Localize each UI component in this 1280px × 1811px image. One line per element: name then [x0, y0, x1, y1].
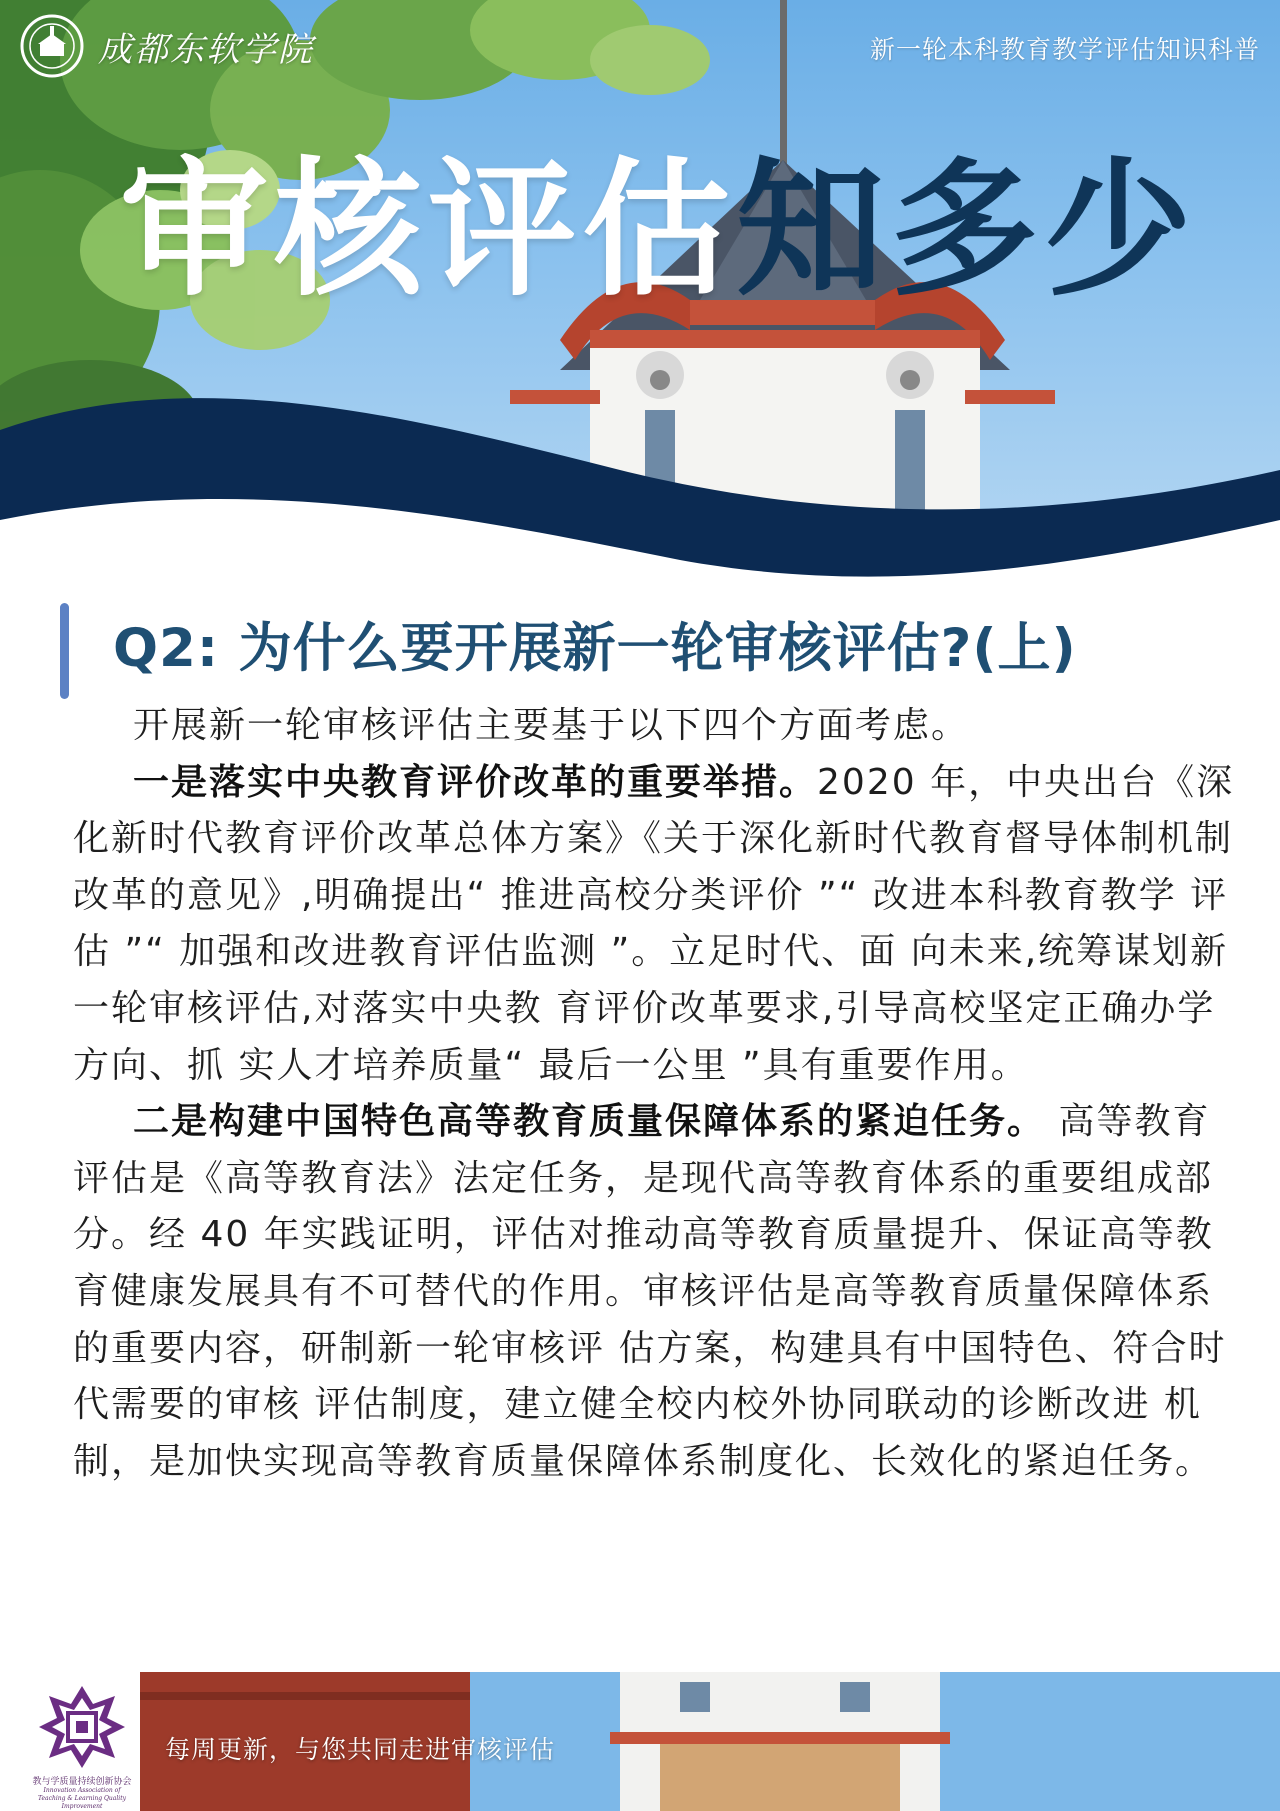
point1-paragraph — [73, 755, 1243, 1095]
intro-paragraph: 开展新一轮审核评估主要基于以下四个方面考虑。 — [133, 705, 970, 746]
point2-heading: 二是构建中国特色高等教育质量保障体系的紧迫任务。 — [133, 1101, 1046, 1143]
hero-banner — [0, 0, 1280, 600]
hero-title-white: 审核评估 — [120, 144, 736, 316]
article-body — [73, 698, 1243, 1490]
point1-body: 2020 年，中央出台《深化新时代教育评价改革总体方案》《关于深化新时代教育督导体制机制改革的意见》,明确提出“ 推进高校分类评价 ”“ 改进本科教育教学 评估 ”“ 加强和改进教育评估监测 ”。立足时代、面 向未来,统筹谋划新一轮审核评估,对落实中央教 育评价改革要求,引导高校坚定正确办学方向、抓 实人才培养质量“ 最后一公里 ”具有重要作用。 — [73, 761, 1235, 1086]
hero-title-dark: 知多少 — [736, 144, 1198, 316]
school-name: 成都东软学院 — [98, 29, 314, 70]
association-name-cn: 教与学质量持续创新协会 — [32, 1777, 132, 1787]
series-label: 新一轮本科教育教学评估知识科普 — [869, 35, 1260, 64]
accent-bar — [60, 603, 69, 699]
point2-paragraph — [73, 1094, 1243, 1490]
association-logo — [32, 1682, 132, 1811]
footer-slogan: 每周更新，与您共同走进审核评估 — [165, 1735, 556, 1764]
point1-heading: 一是落实中央教育评价改革的重要举措。 — [133, 761, 818, 803]
school-logo — [20, 14, 314, 78]
association-name-en: Innovation Association of Teaching & Learning Quality Improvement — [37, 1787, 127, 1810]
association-emblem-icon — [37, 1682, 127, 1772]
hero-title — [120, 144, 1198, 316]
point2-body: 高等教育评估是《高等教育法》法定任务，是现代高等教育体系的重要组成部分。经 40 年实践证明，评估对推动高等教育质量提升、保证高等教 育健康发展具有不可替代的作用。审核评估是高等教育质量保障体系的重要内容，研制新一轮审核评 估方案，构建具有中国特色、符合时代需要的审核 评估制度，建立健全校内校外协同联动的诊断改进 机制，是加快实现高等教育质量保障体系制度化、长效化的紧迫任务。 — [73, 1101, 1227, 1482]
question-title: Q2: 为什么要开展新一轮审核评估?(上) — [113, 618, 1077, 679]
footer — [0, 1672, 1280, 1811]
school-emblem-icon — [20, 14, 84, 78]
